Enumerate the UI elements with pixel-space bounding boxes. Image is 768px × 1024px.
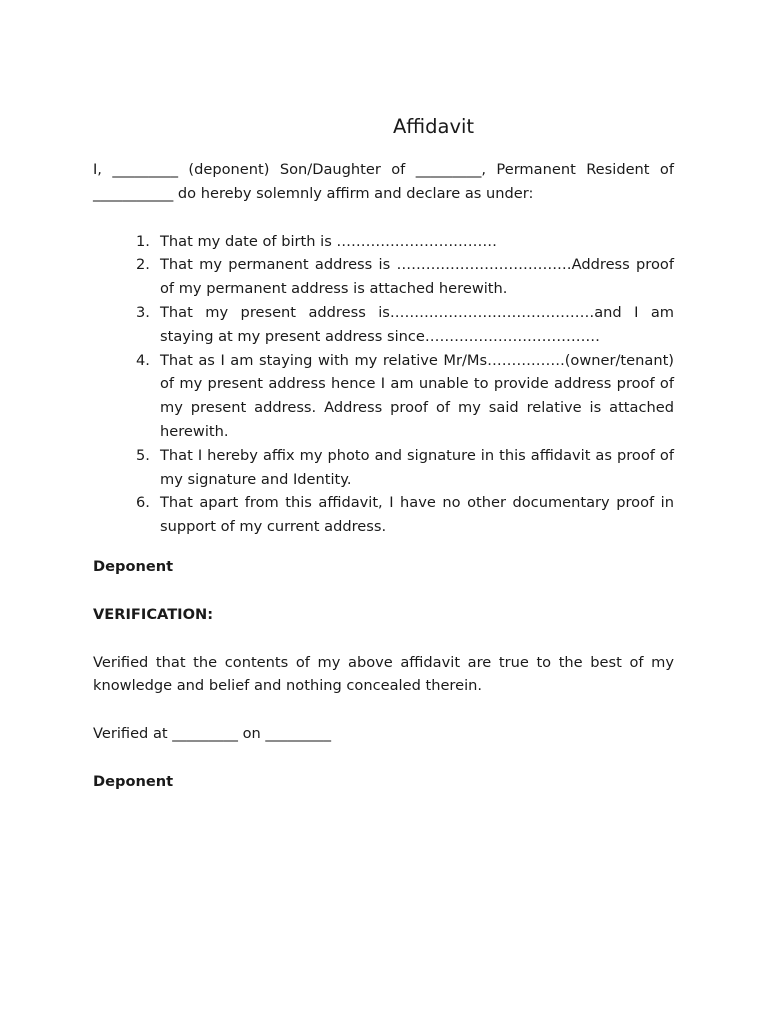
deponent-label: Deponent bbox=[93, 557, 174, 575]
list-item-text: That I hereby affix my photo and signature in this affidavit as proof of my signature and Identity. bbox=[160, 446, 674, 488]
verified-at-line: Verified at _________ on _________ bbox=[93, 725, 332, 743]
list-item-text: That as I am staying with my relative Mr/Ms…………….(owner/tenant) of my present address hence I am unable to provide address proof of my present address. Address proof of my said relative is attached herewith. bbox=[160, 351, 674, 440]
list-item-number: 2. bbox=[136, 256, 150, 274]
verification-heading: VERIFICATION: bbox=[93, 605, 214, 623]
list-item bbox=[136, 253, 674, 301]
declaration-list bbox=[93, 230, 674, 539]
list-item bbox=[136, 491, 674, 539]
list-item-text: That my date of birth is …………………………… bbox=[160, 232, 497, 250]
list-item-number: 5. bbox=[136, 446, 150, 464]
list-item-text: That apart from this affidavit, I have no other documentary proof in support of my current address. bbox=[160, 494, 674, 536]
list-item-text: That my present address is……………………………………and I am staying at my present address since……………………………… bbox=[160, 303, 674, 345]
intro-paragraph: I, _________ (deponent) Son/Daughter of _________, Permanent Resident of ___________ do hereby solemnly affirm and declare as under: bbox=[93, 161, 674, 202]
affidavit-document bbox=[93, 114, 674, 794]
list-item bbox=[136, 230, 674, 254]
list-item bbox=[136, 301, 674, 349]
verification-text: Verified that the contents of my above affidavit are true to the best of my knowledge and belief and nothing concealed therein. bbox=[93, 653, 674, 695]
list-item-number: 3. bbox=[136, 303, 150, 321]
list-item bbox=[136, 349, 674, 444]
deponent-signature-label: Deponent bbox=[93, 772, 174, 790]
list-item bbox=[136, 444, 674, 492]
list-item-number: 6. bbox=[136, 494, 150, 512]
list-item-number: 4. bbox=[136, 351, 150, 369]
list-item-text: That my permanent address is ………………………………Address proof of my permanent address is attached herewith. bbox=[160, 256, 674, 298]
document-title: Affidavit bbox=[392, 115, 475, 138]
list-item-number: 1. bbox=[136, 232, 150, 250]
